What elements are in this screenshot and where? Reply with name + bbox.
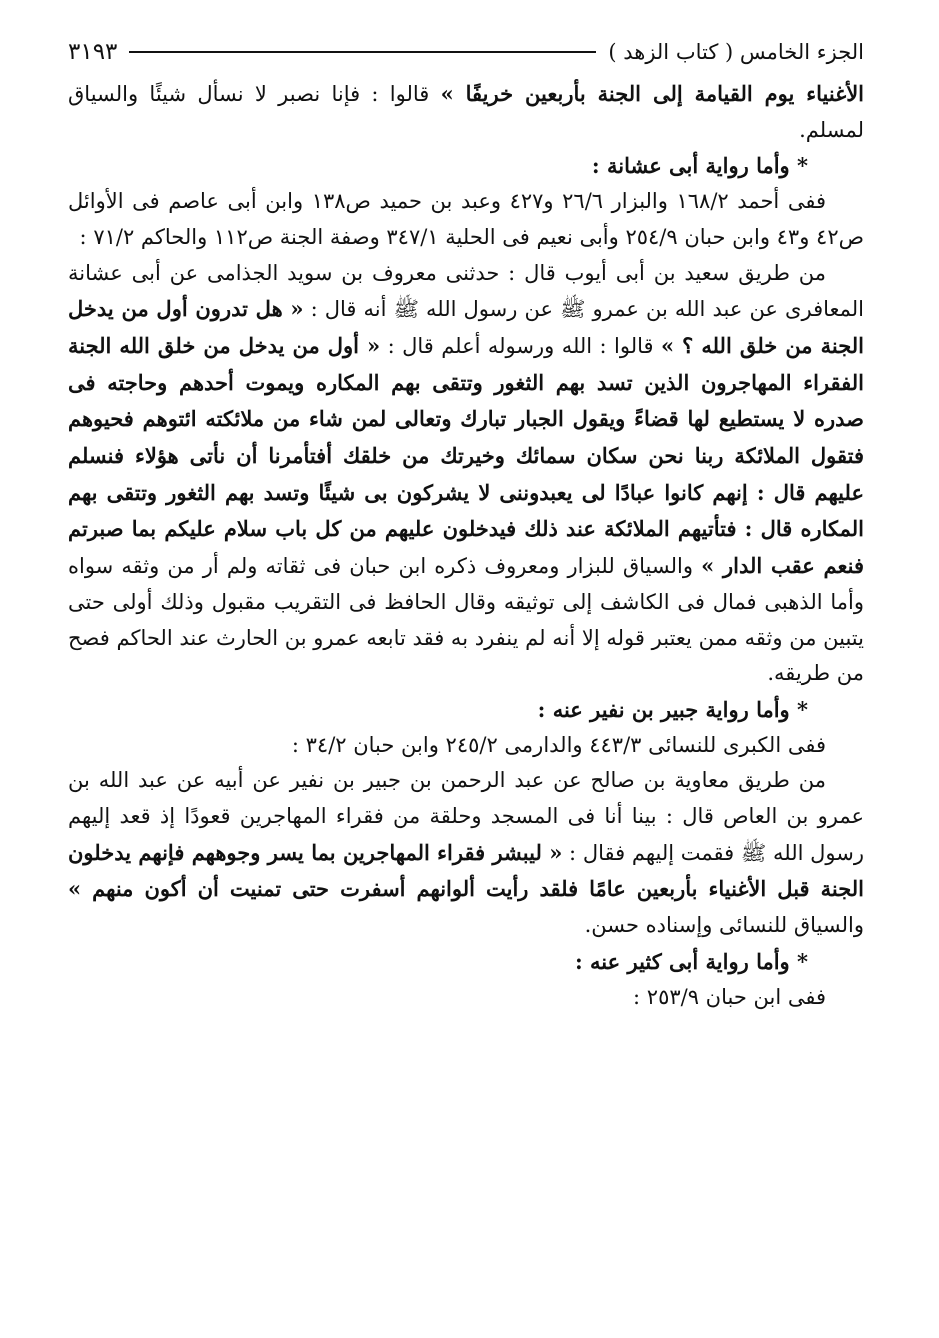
narration-paragraph: [68, 256, 864, 692]
source-citation: ففى أحمد ١٦٨/٢ والبزار ٢٦/٦ و٤٢٧ وعبد بن حميد ص١٣٨ وابن أبى عاصم فى الأوائل ص٤٢ و٤٣ وابن حبان ٢٥٤/٩ وأبى نعيم فى الحلية ٣٤٧/١ وصفة الجنة ص١١٢ والحاكم ٧١/٢ :: [68, 189, 864, 249]
narration-paragraph: [68, 763, 864, 944]
hadith-quote: الأغنياء يوم القيامة إلى الجنة بأربعين خريفًا »: [440, 81, 864, 106]
hadith-quote: « هل تدرون أول من يدخل الجنة من خلق الله ؟ »: [68, 296, 864, 358]
continued-paragraph: [68, 76, 864, 148]
source-citation: ففى الكبرى للنسائى ٤٤٣/٣ والدارمى ٢٤٥/٢ وابن حبان ٣٤/٢ :: [291, 732, 826, 757]
book-page: [68, 30, 864, 1320]
paragraph-text: قالوا : فإنا نصبر لا نسأل شيئًا والسياق لمسلم.: [68, 82, 864, 142]
header-rule: [129, 51, 596, 53]
section-heading-abi-kathir: * وأما رواية أبى كثير عنه :: [574, 948, 808, 974]
isnad-text: من طريق سعيد بن أبى أيوب قال : حدثنى معروف بن سويد الجذامى عن أبى عشانة المعافرى عن عبد الله بن عمرو ﷺ عن رسول الله ﷺ أنه قال :: [68, 260, 865, 322]
running-header: [68, 30, 864, 74]
hadith-quote: « أول من يدخل من خلق الله الجنة الفقراء المهاجرون الذين تسد بهم الثغور وتتقى بهم المكاره ويموت أحدهم وحاجته فى صدره لا يستطيع لها قضاءً ويقول الجبار تبارك وتعالى لمن شاء من ملائكته ائتوهم فحيوهم فتقول الملائكة ربنا نحن سكان سمائك وخيرتك من خلقك أفتأمرنا أن نأتى هؤلاء فنسلم عليهم قال : إنهم كانوا عبادًا لى يعبدوننى لا يشركون بى شيئًا وتسد بهم الثغور وتتقى بهم المكاره قال : فتأتيهم الملائكة عند ذلك فيدخلون عليهم من كل باب سلام عليكم بما صبرتم فنعم عقب الدار »: [68, 332, 865, 579]
commentary-text: والسياق للنسائى وإسناده حسن.: [584, 913, 864, 938]
running-header-title: الجزء الخامس ( كتاب الزهد ): [608, 40, 864, 64]
section-heading-jubayr: * وأما رواية جبير بن نفير عنه :: [537, 696, 808, 722]
hadith-quote: « ليبشر فقراء المهاجرين بما يسر وجوههم فإنهم يدخلون الجنة قبل الأغنياء بأربعين عامًا فلقد رأيت ألوانهم أسفرت حتى تمنيت أن أكون منهم »: [68, 839, 864, 902]
section-heading-abi-ashana: * وأما رواية أبى عشانة :: [591, 153, 808, 179]
isnad-text: من طريق معاوية بن صالح عن عبد الرحمن بن جبير بن نفير عن أبيه عن عبد الله بن عمرو بن العاص قال : بينا أنا فى المسجد وحلقة من فقراء المهاجرين قعودًا إذ قعد إليهم رسول الله ﷺ فقمت إليهم فقال :: [68, 768, 864, 865]
commentary-text: والسياق للبزار ومعروف ذكره ابن حبان فى ثقاته ولم أر من وثقه سواه وأما الذهبى فمال فى الكاشف إلى توثيقه وقال الحافظ فى التقريب مقبول وذلك أولى حتى يتبين من وثقه ممن يعتبر قوله إلا أنه لم ينفرد به فقد تابعه عمرو بن الحارث عند الحاكم فصح من طريقه.: [68, 554, 864, 686]
paragraph-text: قالوا : الله ورسوله أعلم قال :: [380, 333, 661, 358]
page-number: ٣١٩٣: [68, 39, 118, 65]
page-body: [68, 76, 864, 1015]
source-citation: ففى ابن حبان ٢٥٣/٩ :: [633, 984, 826, 1009]
